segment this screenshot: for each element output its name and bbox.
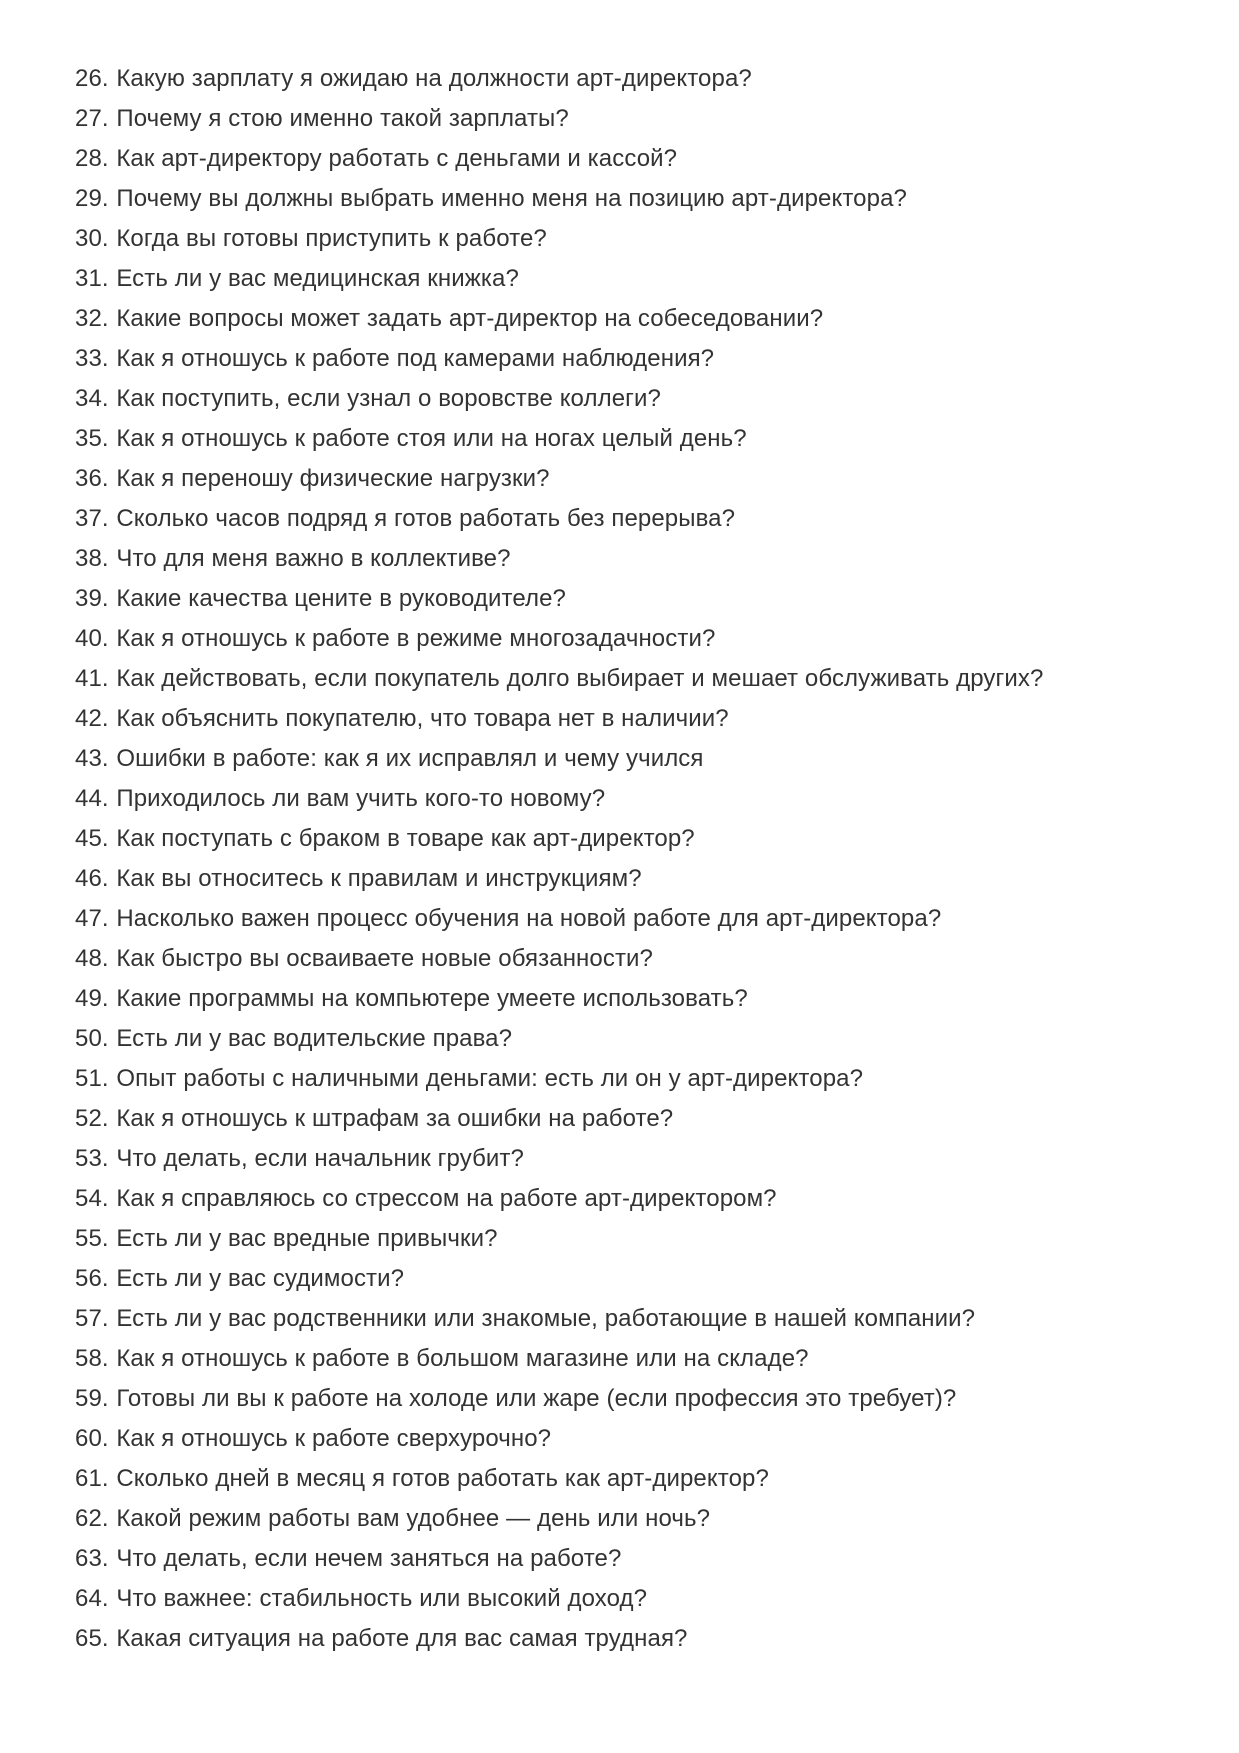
item-number: 65. — [75, 1625, 109, 1652]
item-text: Как я отношусь к работе в режиме многозадачности? — [116, 625, 716, 652]
list-item — [75, 379, 1199, 419]
item-number: 30. — [75, 225, 109, 252]
item-number: 58. — [75, 1345, 109, 1372]
item-text: Что делать, если нечем заняться на работе? — [116, 1545, 622, 1572]
item-text: Как я переношу физические нагрузки? — [116, 465, 550, 492]
list-item — [75, 1139, 1199, 1179]
item-text: Что важнее: стабильность или высокий доход? — [116, 1585, 648, 1612]
item-text: Какие качества цените в руководителе? — [116, 585, 567, 612]
list-item — [75, 459, 1199, 499]
item-number: 59. — [75, 1385, 109, 1412]
item-number: 55. — [75, 1225, 109, 1252]
item-number: 27. — [75, 105, 109, 132]
item-number: 49. — [75, 985, 109, 1012]
item-text: Почему я стою именно такой зарплаты? — [116, 105, 569, 132]
item-number: 51. — [75, 1065, 109, 1092]
list-item — [75, 1059, 1199, 1099]
list-item — [75, 659, 1199, 699]
item-number: 62. — [75, 1505, 109, 1532]
item-number: 38. — [75, 545, 109, 572]
list-item — [75, 859, 1199, 899]
item-text: Как действовать, если покупатель долго выбирает и мешает обслуживать других? — [116, 665, 1044, 692]
list-item — [75, 59, 1199, 99]
item-number: 31. — [75, 265, 109, 292]
item-number: 46. — [75, 865, 109, 892]
list-item — [75, 499, 1199, 539]
item-number: 29. — [75, 185, 109, 212]
item-text: Сколько часов подряд я готов работать без перерыва? — [116, 505, 736, 532]
item-number: 63. — [75, 1545, 109, 1572]
list-item — [75, 1219, 1199, 1259]
item-number: 44. — [75, 785, 109, 812]
list-item — [75, 579, 1199, 619]
list-item — [75, 179, 1199, 219]
item-number: 32. — [75, 305, 109, 332]
item-number: 35. — [75, 425, 109, 452]
list-item — [75, 1579, 1199, 1619]
item-number: 64. — [75, 1585, 109, 1612]
list-item — [75, 1539, 1199, 1579]
list-item — [75, 259, 1199, 299]
item-text: Готовы ли вы к работе на холоде или жаре (если профессия это требует)? — [116, 1385, 957, 1412]
item-number: 61. — [75, 1465, 109, 1492]
item-number: 26. — [75, 65, 109, 92]
list-item — [75, 1339, 1199, 1379]
list-item — [75, 699, 1199, 739]
item-number: 56. — [75, 1265, 109, 1292]
item-text: Как я отношусь к работе под камерами наблюдения? — [116, 345, 715, 372]
item-text: Есть ли у вас водительские права? — [116, 1025, 513, 1052]
item-text: Какая ситуация на работе для вас самая трудная? — [116, 1625, 688, 1652]
item-text: Сколько дней в месяц я готов работать как арт-директор? — [116, 1465, 769, 1492]
item-text: Ошибки в работе: как я их исправлял и чему учился — [116, 745, 704, 772]
item-text: Какие программы на компьютере умеете использовать? — [116, 985, 748, 1012]
list-item — [75, 1299, 1199, 1339]
item-text: Почему вы должны выбрать именно меня на позицию арт-директора? — [116, 185, 907, 212]
item-text: Есть ли у вас вредные привычки? — [116, 1225, 498, 1252]
list-item — [75, 299, 1199, 339]
item-text: Какой режим работы вам удобнее — день или ночь? — [116, 1505, 711, 1532]
list-item — [75, 979, 1199, 1019]
item-text: Есть ли у вас родственники или знакомые, работающие в нашей компании? — [116, 1305, 976, 1332]
item-text: Есть ли у вас судимости? — [116, 1265, 405, 1292]
item-number: 36. — [75, 465, 109, 492]
list-item — [75, 1259, 1199, 1299]
item-text: Как вы относитесь к правилам и инструкциям? — [116, 865, 642, 892]
list-item — [75, 419, 1199, 459]
list-item — [75, 139, 1199, 179]
item-number: 33. — [75, 345, 109, 372]
list-item — [75, 1619, 1199, 1659]
item-number: 34. — [75, 385, 109, 412]
list-item — [75, 1459, 1199, 1499]
item-text: Какие вопросы может задать арт-директор на собеседовании? — [116, 305, 824, 332]
list-item — [75, 1179, 1199, 1219]
list-item — [75, 619, 1199, 659]
item-number: 45. — [75, 825, 109, 852]
item-number: 60. — [75, 1425, 109, 1452]
item-number: 39. — [75, 585, 109, 612]
item-text: Как я отношусь к штрафам за ошибки на работе? — [116, 1105, 674, 1132]
item-text: Что для меня важно в коллективе? — [116, 545, 511, 572]
item-number: 42. — [75, 705, 109, 732]
item-number: 57. — [75, 1305, 109, 1332]
item-number: 47. — [75, 905, 109, 932]
item-number: 37. — [75, 505, 109, 532]
item-text: Есть ли у вас медицинская книжка? — [116, 265, 519, 292]
list-item — [75, 939, 1199, 979]
item-text: Как я справляюсь со стрессом на работе арт-директором? — [116, 1185, 777, 1212]
list-item — [75, 339, 1199, 379]
item-text: Приходилось ли вам учить кого-то новому? — [116, 785, 606, 812]
question-list — [75, 59, 1199, 1659]
item-number: 48. — [75, 945, 109, 972]
item-text: Как быстро вы осваиваете новые обязанности? — [116, 945, 653, 972]
item-text: Что делать, если начальник грубит? — [116, 1145, 524, 1172]
list-item — [75, 1019, 1199, 1059]
item-text: Как арт-директору работать с деньгами и кассой? — [116, 145, 678, 172]
item-text: Когда вы готовы приступить к работе? — [116, 225, 547, 252]
item-text: Как поступать с браком в товаре как арт-директор? — [116, 825, 695, 852]
list-item — [75, 819, 1199, 859]
list-item — [75, 99, 1199, 139]
list-item — [75, 1379, 1199, 1419]
list-item — [75, 1419, 1199, 1459]
list-item — [75, 1499, 1199, 1539]
item-number: 54. — [75, 1185, 109, 1212]
item-text: Опыт работы с наличными деньгами: есть ли он у арт-директора? — [116, 1065, 864, 1092]
item-number: 43. — [75, 745, 109, 772]
item-number: 41. — [75, 665, 109, 692]
list-item — [75, 779, 1199, 819]
item-number: 28. — [75, 145, 109, 172]
item-text: Как я отношусь к работе сверхурочно? — [116, 1425, 552, 1452]
list-item — [75, 219, 1199, 259]
item-text: Насколько важен процесс обучения на новой работе для арт-директора? — [116, 905, 942, 932]
item-number: 40. — [75, 625, 109, 652]
item-text: Как я отношусь к работе стоя или на ногах целый день? — [116, 425, 747, 452]
list-item — [75, 1099, 1199, 1139]
item-text: Какую зарплату я ожидаю на должности арт-директора? — [116, 65, 752, 92]
item-text: Как поступить, если узнал о воровстве коллеги? — [116, 385, 661, 412]
item-text: Как я отношусь к работе в большом магазине или на складе? — [116, 1345, 809, 1372]
list-item — [75, 539, 1199, 579]
list-item — [75, 739, 1199, 779]
list-item — [75, 899, 1199, 939]
item-number: 53. — [75, 1145, 109, 1172]
item-number: 52. — [75, 1105, 109, 1132]
item-number: 50. — [75, 1025, 109, 1052]
item-text: Как объяснить покупателю, что товара нет в наличии? — [116, 705, 729, 732]
